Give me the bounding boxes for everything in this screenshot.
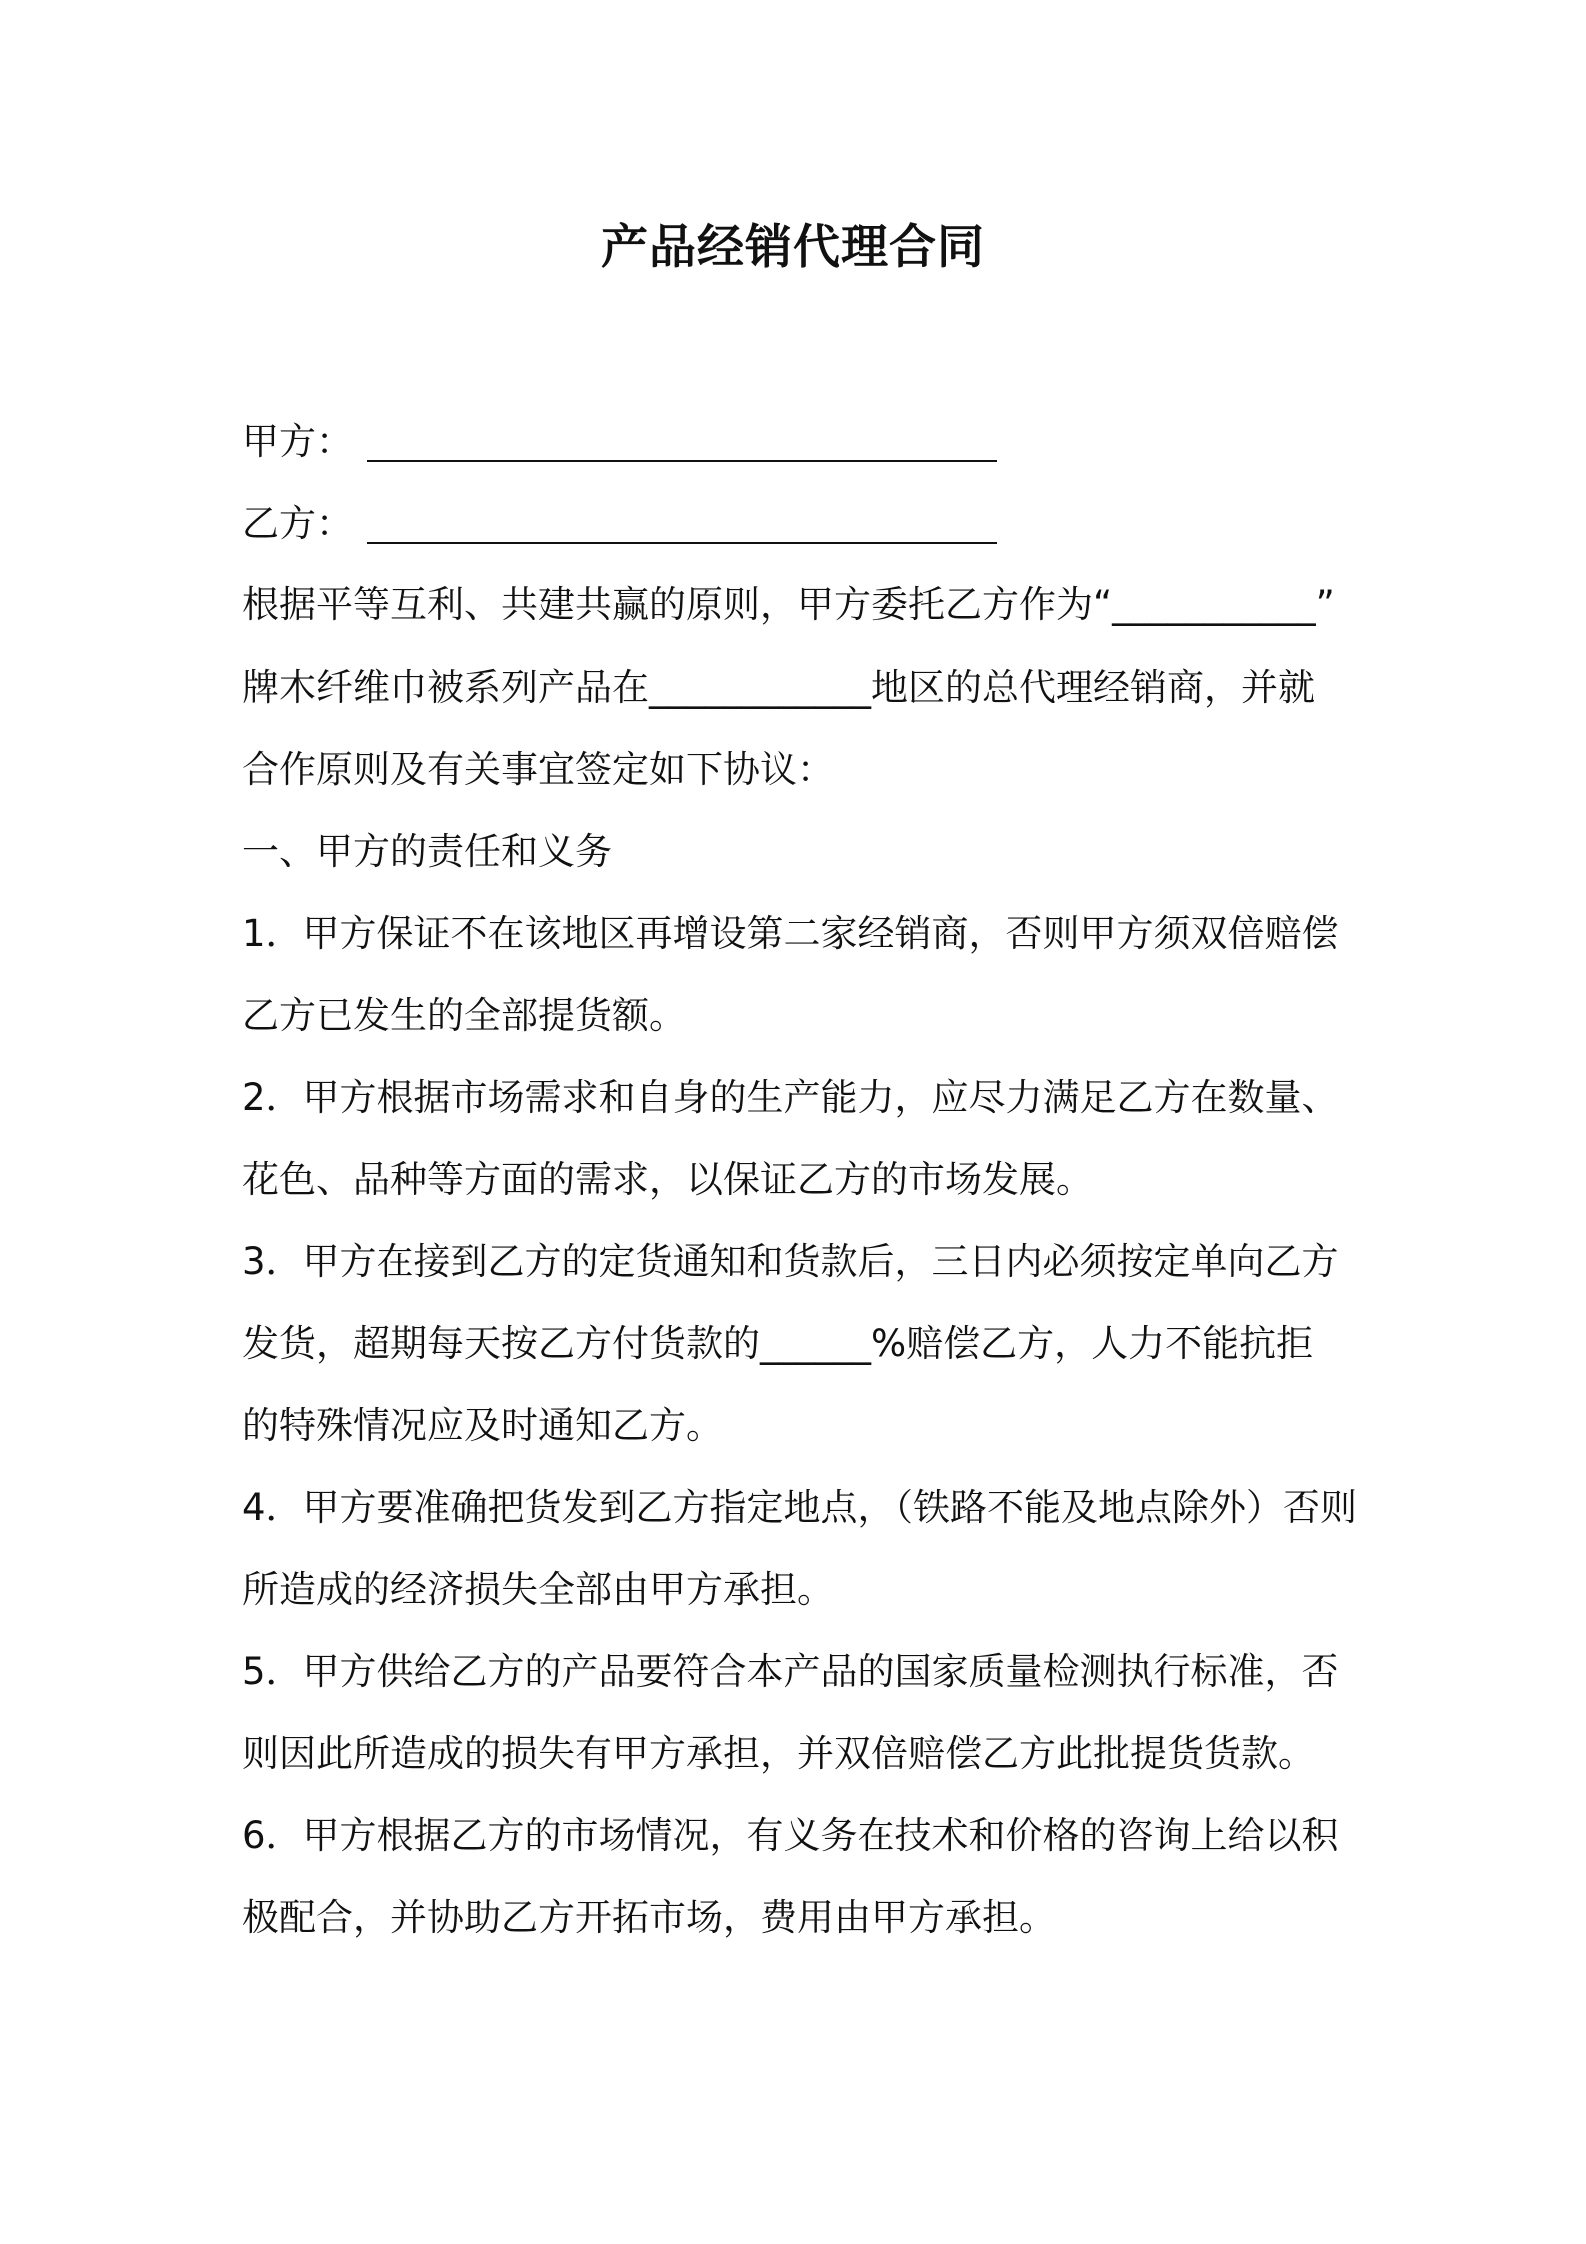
clause-line: 3．甲方在接到乙方的定货通知和货款后，三日内必须按定单向乙方 <box>242 1240 1339 1283</box>
clause-line: 发货，超期每天按乙方付货款的______%赔偿乙方，人力不能抗拒 <box>242 1322 1314 1365</box>
party-b-line <box>242 494 1352 554</box>
clause-line: 极配合，并协助乙方开拓市场，费用由甲方承担。 <box>242 1896 1056 1939</box>
intro-line: 牌木纤维巾被系列产品在____________地区的总代理经销商，并就 <box>242 666 1315 709</box>
document-title: 产品经销代理合同 <box>601 220 985 275</box>
party-a-line <box>242 412 1352 472</box>
section-heading: 一、甲方的责任和义务 <box>242 830 612 873</box>
clause-line: 2．甲方根据市场需求和自身的生产能力，应尽力满足乙方在数量、 <box>242 1076 1339 1119</box>
clause-line: 乙方已发生的全部提货额。 <box>242 994 686 1037</box>
clause-line: 花色、品种等方面的需求，以保证乙方的市场发展。 <box>242 1158 1093 1201</box>
party-a-blank <box>367 460 997 462</box>
clause-line: 6．甲方根据乙方的市场情况，有义务在技术和价格的咨询上给以积 <box>242 1814 1339 1857</box>
clause-line: 则因此所造成的损失有甲方承担，并双倍赔偿乙方此批提货货款。 <box>242 1732 1315 1775</box>
party-a-label: 甲方： <box>242 420 353 463</box>
party-b-label: 乙方： <box>242 502 353 545</box>
clause-line: 所造成的经济损失全部由甲方承担。 <box>242 1568 834 1611</box>
intro-line: 根据平等互利、共建共赢的原则，甲方委托乙方作为“___________” <box>242 583 1335 626</box>
clause-line: 的特殊情况应及时通知乙方。 <box>242 1404 723 1447</box>
clause-line: 5．甲方供给乙方的产品要符合本产品的国家质量检测执行标准，否 <box>242 1650 1339 1693</box>
party-b-blank <box>367 542 997 544</box>
clause-line: 1．甲方保证不在该地区再增设第二家经销商，否则甲方须双倍赔偿 <box>242 912 1339 955</box>
clause-line: 4．甲方要准确把货发到乙方指定地点，（铁路不能及地点除外）否则 <box>242 1486 1358 1529</box>
intro-line: 合作原则及有关事宜签定如下协议： <box>242 748 834 791</box>
